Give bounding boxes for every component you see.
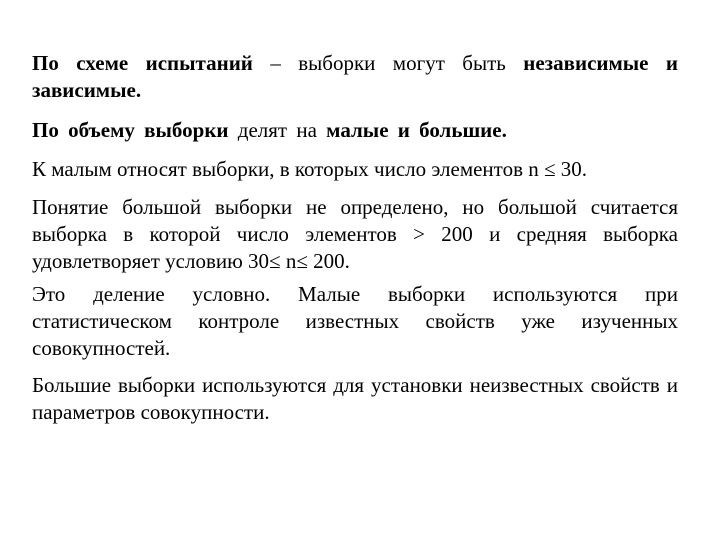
bold-phrase: малые и большие. xyxy=(326,118,507,142)
bold-phrase: По объему выборки xyxy=(32,118,229,142)
plain-phrase: – выборки могут быть xyxy=(252,51,524,75)
paragraph-large-samples: Понятие большой выборки не определено, но большой считается выборка в которой число элементов > 200 и средняя выборка удовлетворяет условию 30≤ n≤ 200. xyxy=(32,195,678,273)
plain-phrase: делят на xyxy=(228,118,327,142)
bold-phrase: независимые и зависимые. xyxy=(32,51,679,102)
paragraph-division-conditional: Это деление условно. Малые выборки используются при статистическом контроле известных свойств уже изученных совокупностей. xyxy=(32,282,678,360)
paragraph-large-samples-usage: Большие выборки используются для установки неизвестных свойств и параметров совокупности. xyxy=(32,373,678,424)
bold-phrase: По схеме испытаний xyxy=(32,51,253,75)
paragraph-test-scheme xyxy=(32,50,678,104)
paragraph-small-samples: К малым относят выборки, в которых число элементов n ≤ 30. xyxy=(32,157,588,181)
paragraph-sample-size xyxy=(32,117,678,144)
